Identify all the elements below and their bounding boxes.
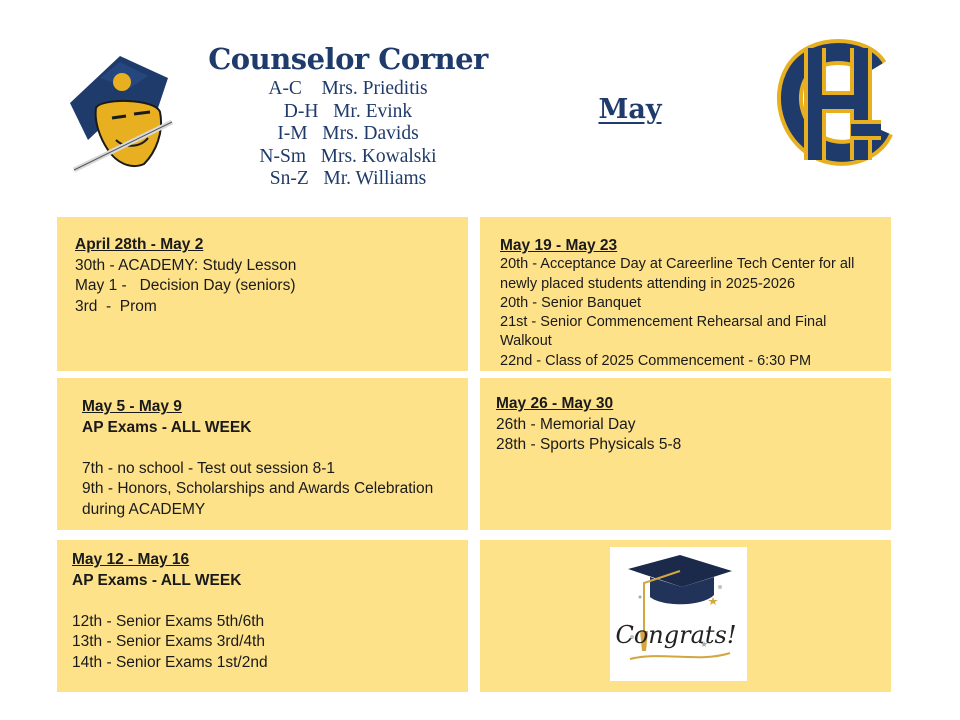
week-range: May 26 - May 30 (496, 395, 614, 412)
event-line: 26th - Memorial Day (496, 415, 636, 433)
congrats-image (610, 547, 747, 681)
event-line: 22nd - Class of 2025 Commencement - 6:30 PM (500, 352, 812, 369)
event-line: 20th - Acceptance Day at Careerline Tech Center for all newly placed students attending in 2025-2026 (500, 256, 855, 292)
event-line: 3rd - Prom (75, 297, 157, 315)
roster-row: Sn-Z Mr. Williams (269, 168, 427, 189)
event-line: 21st - Senior Commencement Rehearsal and Final Walkout (500, 314, 827, 350)
event-line: 9th - Honors, Scholarships and Awards Celebration during ACADEMY (82, 480, 434, 518)
week-card-may26 (480, 378, 891, 530)
page-title: Counselor Corner (208, 42, 488, 76)
congrats-text: Congrats! (615, 621, 737, 649)
school-monogram-logo (775, 38, 900, 166)
event-line: 14th - Senior Exams 1st/2nd (72, 653, 268, 671)
week-card-apr28 (57, 217, 468, 371)
roster-row: I-M Mrs. Davids (277, 123, 419, 144)
month-heading: May (598, 94, 662, 125)
event-line: 28th - Sports Physicals 5-8 (496, 436, 682, 453)
event-line: 13th - Senior Exams 3rd/4th (72, 633, 265, 650)
event-bold-line: AP Exams - ALL WEEK (72, 571, 242, 589)
event-line: 7th - no school - Test out session 8-1 (82, 459, 336, 477)
week-range: April 28th - May 2 (75, 236, 204, 253)
roster-row: A-C Mrs. Prieditis (268, 78, 428, 99)
event-line: 30th - ACADEMY: Study Lesson (75, 256, 297, 274)
week-card-may19 (480, 217, 891, 371)
event-bold-line: AP Exams - ALL WEEK (82, 418, 252, 436)
week-range: May 19 - May 23 (500, 237, 618, 254)
event-line: May 1 - Decision Day (seniors) (75, 277, 296, 294)
congrats-card (480, 540, 891, 692)
week-card-may12 (57, 540, 468, 692)
roster-row: N-Sm Mrs. Kowalski (259, 145, 437, 167)
pirate-mascot-logo (60, 48, 180, 178)
week-range: May 5 - May 9 (82, 398, 182, 415)
event-line: 20th - Senior Banquet (500, 294, 642, 311)
roster-row: D-H Mr. Evink (283, 100, 413, 122)
counselor-roster (200, 78, 496, 191)
week-range: May 12 - May 16 (72, 551, 190, 568)
week-card-may5 (57, 378, 468, 530)
event-line: 12th - Senior Exams 5th/6th (72, 612, 265, 630)
